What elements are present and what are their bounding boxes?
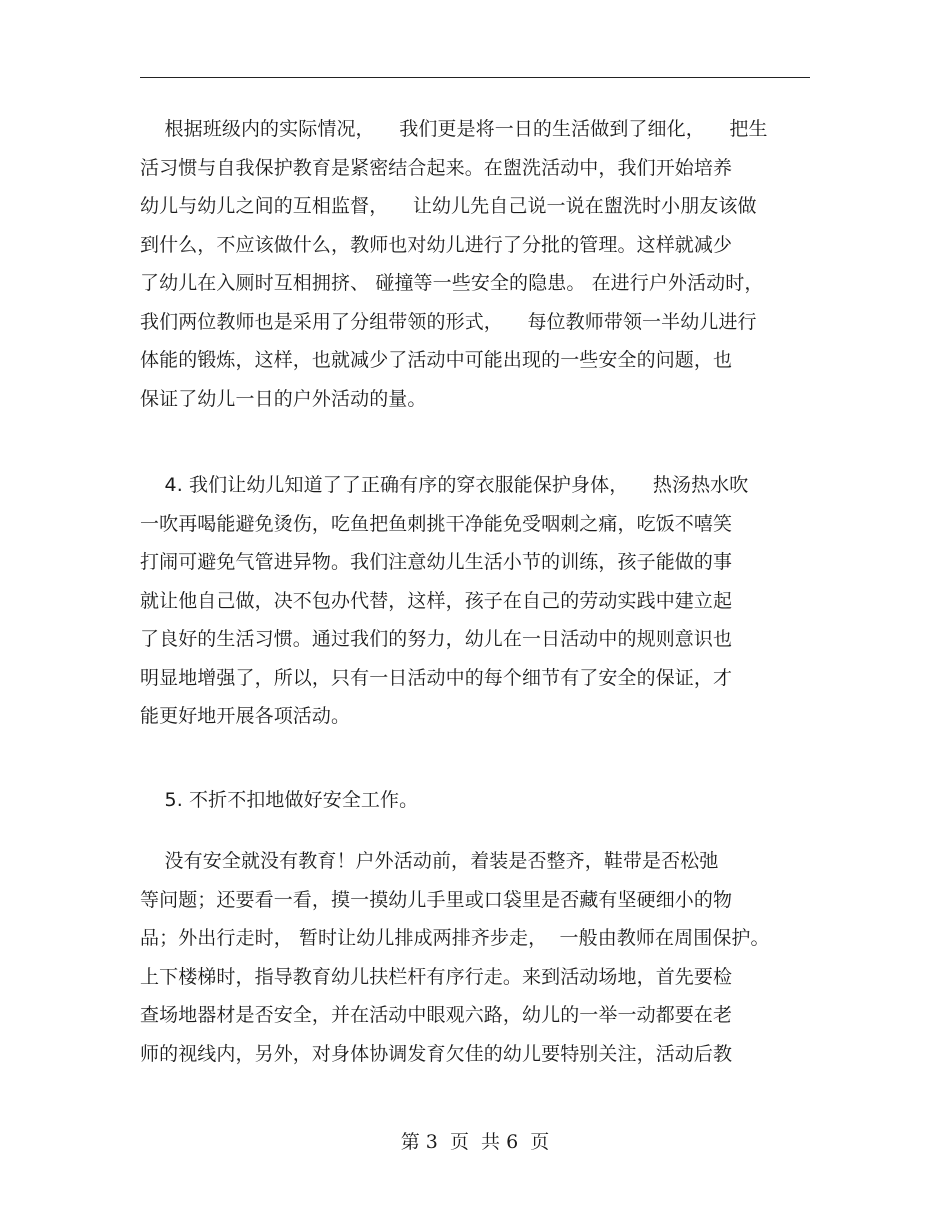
paragraph-line: 了良好的生活习惯。通过我们的努力，幼儿在一日活动中的规则意识也 <box>140 628 733 650</box>
paragraph-line: 师的视线内，另外，对身体协调发育欠佳的幼儿要特别关注，活动后教 <box>140 1042 733 1065</box>
paragraph-line: 我们两位教师也是采用了分组带领的形式， 每位教师带领一半幼儿进行 <box>140 310 757 333</box>
paragraph-line: 上下楼梯时，指导教育幼儿扶栏杆有序行走。来到活动场地，首先要检 <box>140 965 733 988</box>
paragraph-line: 能更好地开展各项活动。 <box>140 705 351 727</box>
paragraph-line: 等问题；还要看一看，摸一摸幼儿手里或口袋里是否藏有坚硬细小的物 <box>140 888 733 911</box>
paragraph-line: 保证了幼儿一日的户外活动的量。 <box>140 387 427 410</box>
page-footer: 第 3 页 共 6 页 <box>400 1131 550 1153</box>
paragraph-line: 明显地增强了，所以，只有一日活动中的每个细节有了安全的保证，才 <box>140 666 733 689</box>
paragraph-line: 就让他自己做，决不包办代替，这样，孩子在自己的劳动实践中建立起 <box>140 589 733 612</box>
paragraph-3 <box>140 781 830 820</box>
paragraph-line: 品；外出行走时， 暂时让幼儿排成两排齐步走， 一般由教师在周围保护。 <box>140 927 770 949</box>
header-rule <box>140 77 810 78</box>
paragraph-line: 幼儿与幼儿之间的互相监督， 让幼儿先自己说一说在盥洗时小朋友该做 <box>140 195 757 217</box>
paragraph-4 <box>140 842 830 1073</box>
paragraph-line: 查场地器材是否安全，并在活动中眼观六路，幼儿的一举一动都要在老 <box>140 1004 733 1026</box>
paragraph-line: 了幼儿在入厕时互相拥挤、 碰撞等一些安全的隐患。 在进行户外活动时， <box>140 272 764 294</box>
paragraph-line: 没有安全就没有教育！户外活动前，着装是否整齐，鞋带是否松弛 <box>140 850 719 872</box>
paragraph-line: 5. 不折不扣地做好安全工作。 <box>140 789 419 811</box>
paragraph-line: 体能的锻炼，这样，也就减少了活动中可能出现的一些安全的问题，也 <box>140 349 733 371</box>
paragraph-line: 根据班级内的实际情况， 我们更是将一日的生活做到了细化， 把生 <box>140 118 768 140</box>
paragraph-line: 打闹可避免气管进异物。我们注意幼儿生活小节的训练，孩子能做的事 <box>140 551 733 573</box>
paragraph-line: 活习惯与自我保护教育是紧密结合起来。在盥洗活动中，我们开始培养 <box>140 156 733 179</box>
paragraph-line: 一吹再喝能避免烫伤，吃鱼把鱼刺挑干净能免受咽刺之痛，吃饭不嘻笑 <box>140 512 733 535</box>
paragraph-1 <box>140 110 830 418</box>
paragraph-2 <box>140 466 830 736</box>
paragraph-line: 到什么，不应该做什么，教师也对幼儿进行了分批的管理。这样就减少 <box>140 233 733 256</box>
paragraph-line: 4. 我们让幼儿知道了了正确有序的穿衣服能保护身体， 热汤热水吹 <box>140 474 749 496</box>
